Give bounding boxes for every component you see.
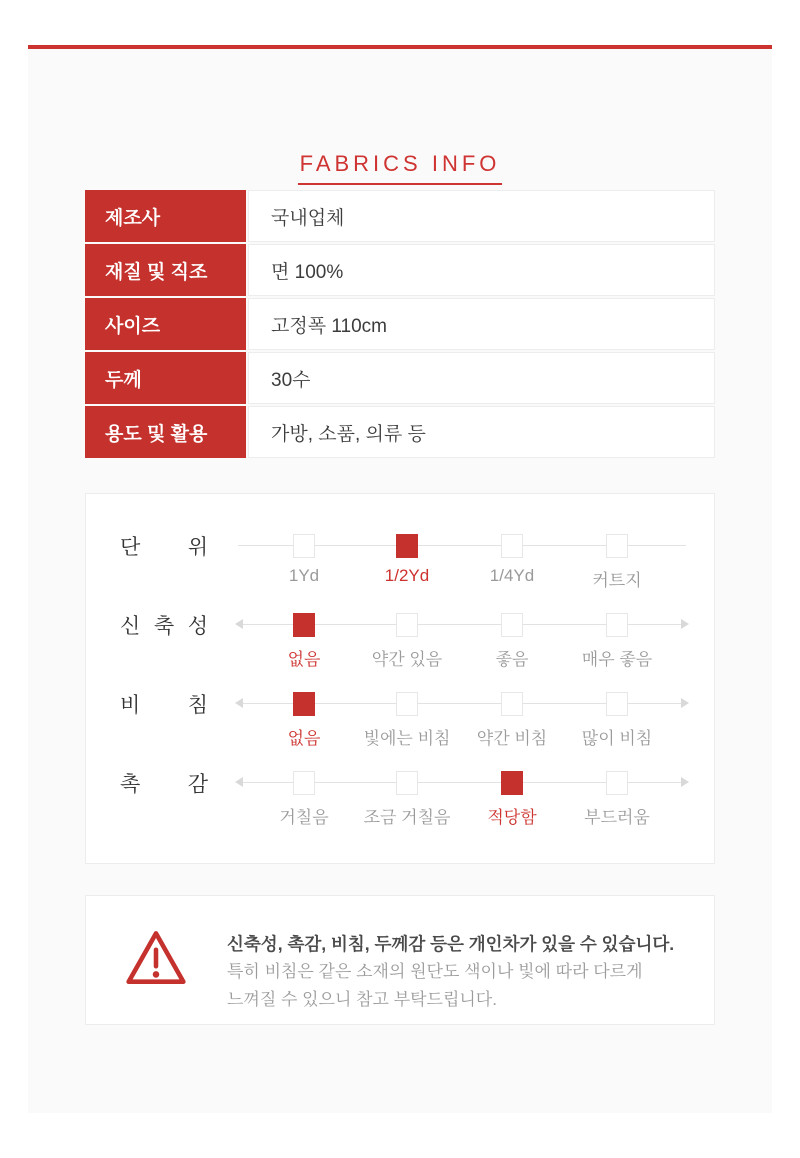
row-label-cell: 제조사 bbox=[85, 190, 246, 242]
row-value-cell: 가방, 소품, 의류 등 bbox=[248, 406, 715, 458]
scale-option-label: 1/2Yd bbox=[384, 566, 430, 585]
table-row-size bbox=[85, 298, 715, 350]
scale-option-label: 적당함 bbox=[487, 808, 537, 827]
checkbox-unit-option-1 bbox=[293, 534, 315, 558]
warning-triangle-icon bbox=[123, 927, 189, 994]
checkbox-transparency-option-2 bbox=[396, 692, 418, 716]
scale-option-label: 좋음 bbox=[495, 650, 529, 669]
checkbox-elasticity-option-3 bbox=[501, 613, 523, 637]
scale-row-label: 촉 감 bbox=[120, 773, 208, 796]
notice-line: 특히 비침은 같은 소재의 원단도 색이나 빛에 따라 다르게 bbox=[227, 962, 643, 981]
checkbox-unit-option-2 bbox=[396, 534, 418, 558]
scale-row-unit bbox=[86, 519, 714, 591]
page-title: FABRICS INFO bbox=[298, 151, 503, 185]
scale-option-label: 부드러움 bbox=[584, 808, 650, 827]
notice-line: 느껴질 수 있으니 참고 부탁드립니다. bbox=[227, 990, 497, 1009]
table-row-usage bbox=[85, 406, 715, 458]
scale-option-label: 없음 bbox=[287, 650, 321, 669]
table-row-material bbox=[85, 244, 715, 296]
scale-option-label: 매우 좋음 bbox=[581, 650, 653, 669]
checkbox-texture-option-1 bbox=[293, 771, 315, 795]
checkbox-texture-option-3 bbox=[501, 771, 523, 795]
checkbox-unit-option-3 bbox=[501, 534, 523, 558]
scale-row-transparency bbox=[86, 677, 714, 749]
scale-option-label: 거칠음 bbox=[279, 808, 329, 827]
title-wrap bbox=[28, 151, 772, 185]
scale-option-label: 없음 bbox=[287, 729, 321, 748]
table-row-manufacturer bbox=[85, 190, 715, 242]
scale-row-label: 비 침 bbox=[120, 694, 208, 717]
scale-row-texture bbox=[86, 756, 714, 828]
row-label-cell: 용도 및 활용 bbox=[85, 406, 246, 458]
checkbox-texture-option-2 bbox=[396, 771, 418, 795]
scale-row-elasticity bbox=[86, 598, 714, 670]
table-row-thickness bbox=[85, 352, 715, 404]
row-value-cell: 30수 bbox=[248, 352, 715, 404]
checkbox-elasticity-option-4 bbox=[606, 613, 628, 637]
notice-line: 신축성, 촉감, 비침, 두께감 등은 개인차가 있을 수 있습니다. bbox=[227, 934, 675, 954]
scale-option-label: 약간 비침 bbox=[476, 729, 548, 748]
notice-box bbox=[85, 895, 715, 1025]
row-value-cell: 면 100% bbox=[248, 244, 715, 296]
scale-option-label: 1Yd bbox=[288, 566, 320, 585]
checkbox-unit-option-4 bbox=[606, 534, 628, 558]
scale-option-label: 커트지 bbox=[592, 571, 642, 590]
checkbox-transparency-option-3 bbox=[501, 692, 523, 716]
scale-option-label: 빛에는 비침 bbox=[363, 729, 451, 748]
fabric-info-table bbox=[85, 190, 715, 460]
scale-row-label: 신 축 성 bbox=[120, 615, 208, 638]
scale-option-label: 1/4Yd bbox=[489, 566, 535, 585]
fabric-scales-box bbox=[85, 493, 715, 864]
row-label-cell: 재질 및 직조 bbox=[85, 244, 246, 296]
row-label-cell: 두께 bbox=[85, 352, 246, 404]
scale-option-label: 약간 있음 bbox=[371, 650, 443, 669]
checkbox-texture-option-4 bbox=[606, 771, 628, 795]
checkbox-transparency-option-1 bbox=[293, 692, 315, 716]
checkbox-transparency-option-4 bbox=[606, 692, 628, 716]
scale-option-label: 조금 거칠음 bbox=[363, 808, 451, 827]
row-value-cell: 국내업체 bbox=[248, 190, 715, 242]
row-value-cell: 고정폭 110cm bbox=[248, 298, 715, 350]
checkbox-elasticity-option-2 bbox=[396, 613, 418, 637]
top-divider-rule bbox=[28, 45, 772, 49]
scale-option-label: 많이 비침 bbox=[581, 729, 653, 748]
checkbox-elasticity-option-1 bbox=[293, 613, 315, 637]
notice-text bbox=[227, 930, 674, 1014]
row-label-cell: 사이즈 bbox=[85, 298, 246, 350]
scale-row-label: 단 위 bbox=[120, 536, 208, 559]
